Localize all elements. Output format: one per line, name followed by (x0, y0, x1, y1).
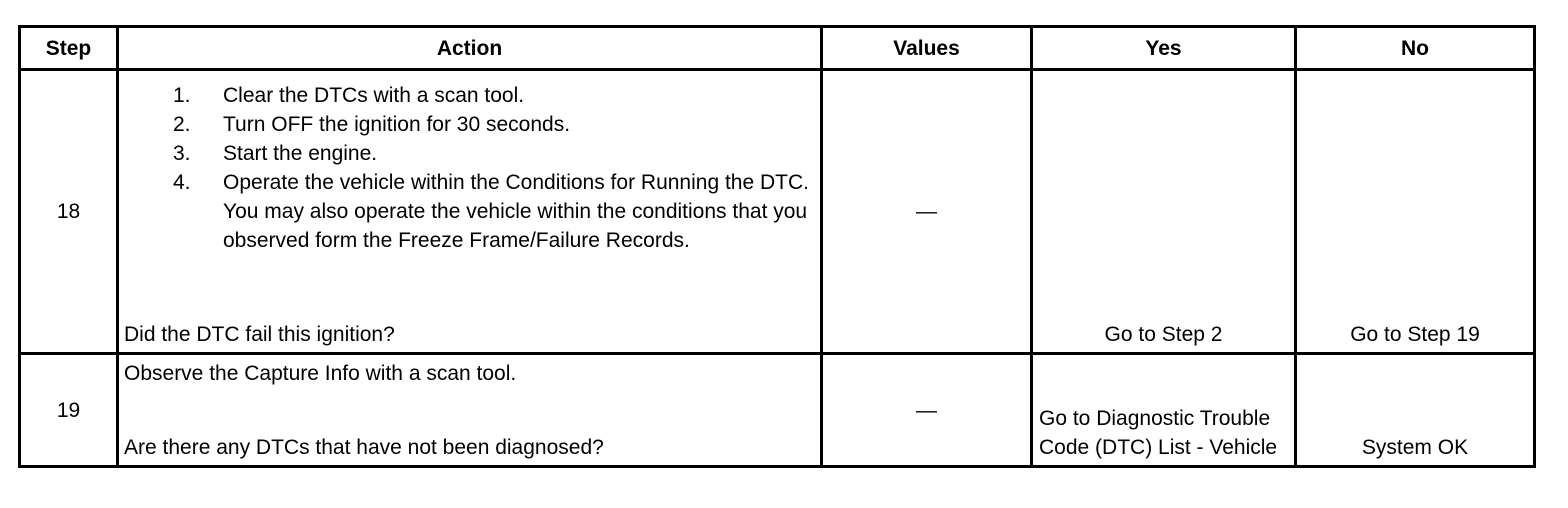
diagnostic-table (18, 25, 1536, 468)
header-no: No (1296, 27, 1535, 70)
list-item (119, 81, 820, 110)
action-question: Did the DTC fail this ignition? (124, 323, 395, 346)
list-item-number: 3. (173, 142, 191, 165)
header-action: Action (118, 27, 822, 70)
list-item-text: Operate the vehicle within the Conditions for Running the DTC. You may also operate the vehicle within the conditions that you observed form the Freeze Frame/Failure Records. (223, 171, 809, 252)
yes-cell: Go to Step 2 (1032, 70, 1296, 354)
list-item-number: 4. (173, 171, 191, 194)
header-row (20, 27, 1535, 70)
action-instruction: Observe the Capture Info with a scan tool. (124, 362, 517, 385)
values-cell: — (822, 70, 1032, 354)
list-item-number: 1. (173, 84, 191, 107)
header-step: Step (20, 27, 118, 70)
no-cell: Go to Step 19 (1296, 70, 1535, 354)
yes-cell: Go to Diagnostic Trouble Code (DTC) List - Vehicle (1032, 354, 1296, 467)
list-item (119, 139, 820, 168)
step-number: 19 (20, 354, 118, 467)
header-yes: Yes (1032, 27, 1296, 70)
action-steps-list (119, 71, 820, 255)
list-item (119, 110, 820, 139)
step-number: 18 (20, 70, 118, 354)
list-item-text: Start the engine. (223, 142, 378, 165)
header-values: Values (822, 27, 1032, 70)
list-item-text: Turn OFF the ignition for 30 seconds. (223, 113, 571, 136)
action-cell (118, 70, 822, 354)
table-row (20, 70, 1535, 354)
list-item-text: Clear the DTCs with a scan tool. (223, 84, 525, 107)
action-cell (118, 354, 822, 467)
list-item-number: 2. (173, 113, 191, 136)
table-row (20, 354, 1535, 467)
values-cell: — (822, 354, 1032, 467)
list-item (119, 168, 820, 255)
action-question: Are there any DTCs that have not been diagnosed? (124, 436, 604, 459)
no-cell: System OK (1296, 354, 1535, 467)
